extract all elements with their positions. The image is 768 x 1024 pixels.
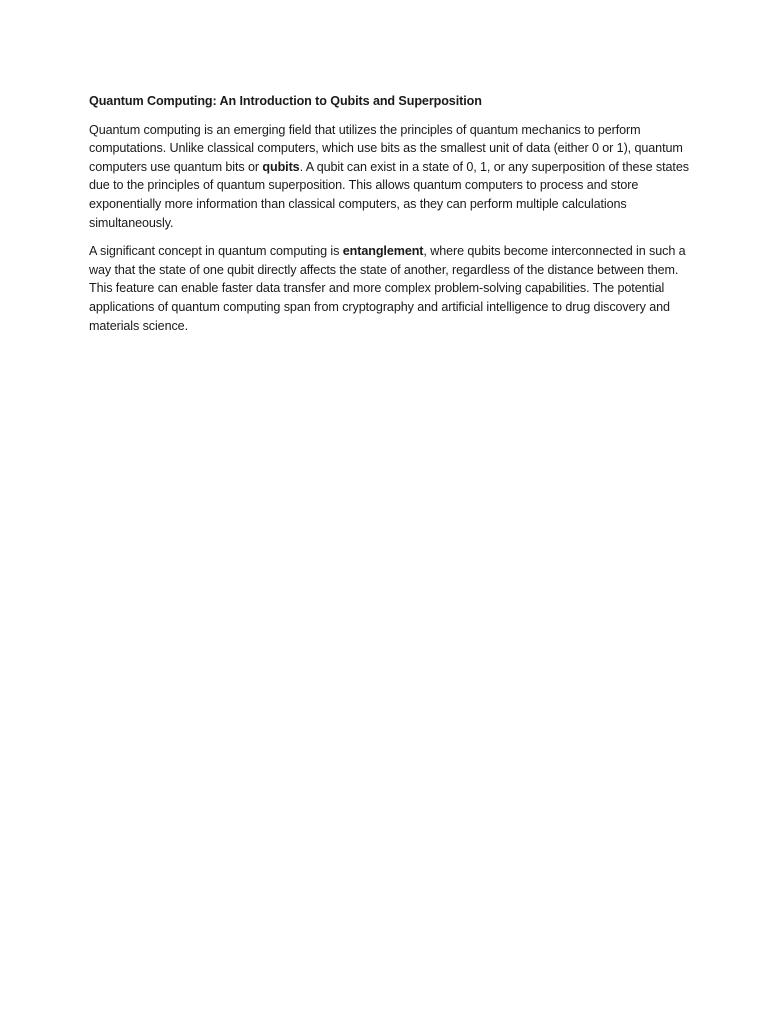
paragraph-entanglement: [89, 242, 689, 335]
term-qubits: qubits: [262, 159, 300, 174]
document-title: Quantum Computing: An Introduction to Qubits and Superposition: [89, 94, 482, 108]
paragraph-entanglement-text-after: , where qubits become interconnected in such a way that the state of one qubit directly affects the state of another, regardless of the distance between them. This feature can enable faster data transfer and more complex problem-solving capabilities. The potential applications of quantum computing span from cryptography and artificial intelligence to drug discovery and materials science.: [89, 244, 686, 333]
term-entanglement: entanglement: [342, 244, 424, 259]
paragraph-qubits: [89, 121, 689, 233]
paragraph-qubits-text-before: Quantum computing is an emerging field that utilizes the principles of quantum mechanics to perform computations. Unlike classical computers, which use bits as the smallest unit of data (either 0 or 1), quantum computers use quantum bits or: [89, 122, 683, 174]
paragraph-qubits-text-after: . A qubit can exist in a state of 0, 1, or any superposition of these states due to the principles of quantum superposition. This allows quantum computers to process and store exponentially more information than classical computers, as they can perform multiple calculations simultaneously.: [89, 159, 689, 230]
paragraph-entanglement-text-before: A significant concept in quantum computing is: [89, 244, 343, 259]
document-page: [89, 92, 689, 345]
